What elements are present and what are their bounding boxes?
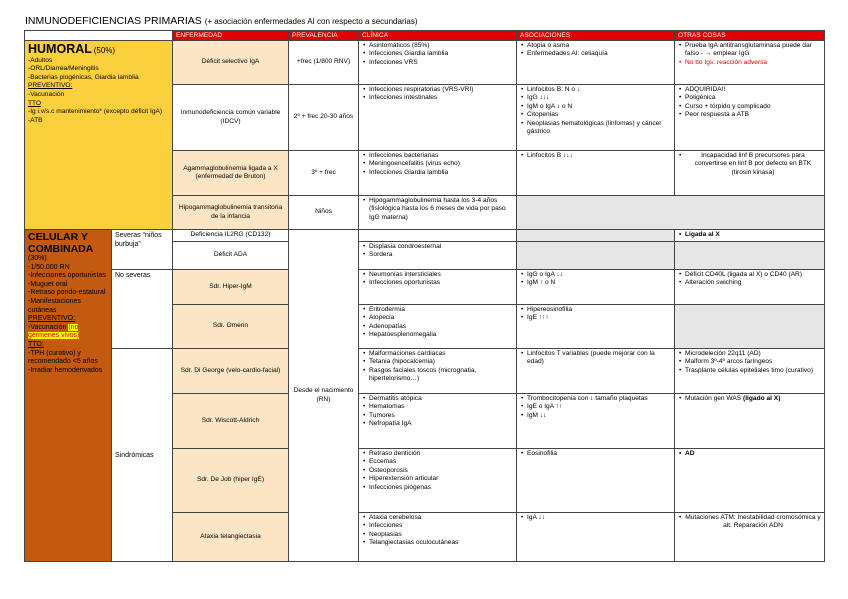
header-prevalencia: PREVALENCIA (289, 31, 359, 41)
list-item: • Linfocitos B ↓↓↓ (527, 152, 671, 160)
list-item: • Infecciones VRS (369, 59, 513, 67)
list-item: • Peor respuesta a ATB (685, 111, 821, 119)
list-item: • Ligada al X (685, 231, 821, 239)
otras-deficit-iga (675, 41, 825, 85)
enf-wiskott: Sdr. Wiscott-Aldrich (173, 394, 289, 449)
list-item: • IgA ↓↓ (527, 514, 671, 522)
list-item: • Eccemas (369, 458, 513, 466)
humoral-tto-line: -Ig i.v/s.c mantenimiento* (excepto déficit IgA) (28, 108, 163, 116)
row-deficit-iga (25, 41, 825, 85)
list-item: • Hiperextensión articular (369, 475, 513, 483)
header-row (25, 31, 825, 41)
list-item: • Alteración swiching (685, 279, 821, 287)
celular-title: CELULAR Y COMBINADA (28, 231, 94, 255)
list-item: • Neoplasias hematológicas (linfomas) y cáncer gástrico (527, 120, 671, 137)
list-item: • Infecciones oportunistas (369, 279, 513, 287)
clin-job (359, 449, 517, 513)
clin-deficit-iga (359, 41, 517, 85)
otras-job (675, 449, 825, 513)
otras-omenn (675, 305, 825, 349)
header-clinica: CLÍNICA (359, 31, 517, 41)
row-il2rg (25, 230, 825, 242)
celular-line: -Muguet oral (28, 280, 68, 288)
celular-line: -1/50.000 RN (28, 263, 70, 271)
list-item: • Asintomáticos (85%) (369, 42, 513, 50)
header-asociaciones: ASOCIACIONES (517, 31, 675, 41)
list-item: • Eosinofilia (527, 450, 671, 458)
list-item: • Infecciones intestinales (369, 94, 513, 102)
enf-ada: Déficit ADA (173, 242, 289, 270)
list-item: • Neumonías intersticiales (369, 271, 513, 279)
list-item: • Infecciones (369, 522, 513, 530)
page-subtitle: (+ asociación enfermedades AI con respecto a secundarias) (204, 17, 418, 26)
prev-celular: Desde el nacimiento (RN) (289, 230, 359, 562)
celular-prev-text: -Vacunación (28, 323, 69, 331)
humoral-summary (25, 41, 173, 230)
clin-il2rg (359, 230, 517, 242)
row-digeorge (25, 349, 825, 394)
asoc-il2rg (517, 230, 675, 242)
list-item: • Eritrodermia (369, 306, 513, 314)
list-item: • Prueba IgA antitransglutaminasa puede dar falso - → emplear IgG (685, 42, 821, 59)
celular-summary (25, 230, 112, 562)
list-item: • Trombocitopenia con ↓ tamaño plaquetas (527, 395, 671, 403)
list-item: • IgG ↓↓↓ (527, 94, 671, 102)
header-enfermedad: ENFERMEDAD (173, 31, 289, 41)
header-blank (25, 31, 173, 41)
list-item: • Infecciones Giardia lamblia (369, 50, 513, 58)
asoc-bruton (517, 151, 675, 196)
list-item: • Curso + tórpido y complicado (685, 103, 821, 111)
celular-tto-line: -Irradiar hemoderivados (28, 366, 103, 374)
asoc-job (517, 449, 675, 513)
cat-no-severas: No severas (112, 270, 173, 349)
prev-hipogamma: Niños (289, 196, 359, 230)
list-item: • Hematomas (369, 403, 513, 411)
list-item: • Atopia o asma (527, 42, 671, 50)
list-item: • Retraso dentición (369, 450, 513, 458)
asoc-wiskott (517, 394, 675, 449)
asoc-digeorge (517, 349, 675, 394)
wiskott-otras-bold: (ligado al X) (743, 395, 781, 402)
list-item: • Alopecia (369, 314, 513, 322)
list-item: • AD (685, 450, 821, 458)
asoc-omenn (517, 305, 675, 349)
clin-bruton (359, 151, 517, 196)
list-item: • Meningoencefalitis (virus echo) (369, 160, 513, 168)
list-item: • Tumores (369, 412, 513, 420)
list-item: • ADQUIRIDA!! (685, 86, 821, 94)
enf-ataxia: Ataxia telangiectasia (173, 513, 289, 562)
asoc-higm (517, 270, 675, 305)
list-item: • Nefropatía IgA (369, 420, 513, 428)
list-item: • IgE o IgA ↑↑ (527, 403, 671, 411)
list-item: • Ataxia cerebelosa (369, 514, 513, 522)
clin-higm (359, 270, 517, 305)
celular-line: -Manifestaciones cutáneas (28, 297, 81, 314)
list-item: • Sordera (369, 251, 513, 259)
cat-sindromicas: Sindrómicas (112, 349, 173, 562)
celular-line: -Retraso pondo-estatural (28, 289, 106, 297)
celular-prev-label: PREVENTIVO: (28, 315, 76, 323)
list-item: • IgM ↑ o N (527, 279, 671, 287)
otras-wiskott (675, 394, 825, 449)
humoral-tto-line: -ATB (28, 116, 43, 124)
otras-ataxia (675, 513, 825, 562)
list-item: • Enfermedades AI: celiaquía (527, 50, 671, 58)
list-item: • Infecciones Giardia lamblia (369, 169, 513, 177)
humoral-tto-label: TTO (28, 99, 42, 107)
list-item: • No tto Igs: reacción adversa (685, 59, 821, 67)
asoc-ada (517, 242, 675, 270)
list-item (685, 395, 821, 403)
list-item: • Trasplante células epiteliales timo (curativo) (685, 367, 821, 375)
celular-tto-label: TTO: (28, 340, 44, 348)
list-item: • Incapacidad linf B precursores para convertirse en linf B por defecto en BTK (tirosin kinasa) (685, 152, 821, 177)
enf-il2rg: Deficiencia IL2RG (CD132) (173, 230, 289, 242)
enf-omenn: Sdr. Omenn (173, 305, 289, 349)
list-item: • Adenopatías (369, 323, 513, 331)
list-item: • Linfocitos T variables (puede mejorar con la edad) (527, 350, 671, 367)
enf-higm: Sdr. Hiper-IgM (173, 270, 289, 305)
list-item: • Déficit CD40L (ligada al X) o CD40 (AR) (685, 271, 821, 279)
list-item: • Infecciones bacterianas (369, 152, 513, 160)
humoral-title: HUMORAL (28, 42, 92, 56)
clin-idcv (359, 85, 517, 151)
enf-bruton: Agammaglobulinemia ligada a X (enfermedad de Bruton) (173, 151, 289, 196)
clin-digeorge (359, 349, 517, 394)
prev-idcv: 2º + frec 20-30 años (289, 85, 359, 151)
hipogamma-empty (517, 196, 825, 230)
celular-prev-line (28, 324, 108, 341)
list-item: • Malformaciones cardiacas (369, 350, 513, 358)
prev-bruton: 3º + frec (289, 151, 359, 196)
list-item: • IgM ↓↓ (527, 412, 671, 420)
clin-omenn (359, 305, 517, 349)
list-item: • IgM o IgA ↓ o N (527, 103, 671, 111)
otras-ada (675, 242, 825, 270)
clin-wiskott (359, 394, 517, 449)
list-item: • Poligénica (685, 94, 821, 102)
list-item: • Microdeleción 22q11 (AD) (685, 350, 821, 358)
clin-ataxia (359, 513, 517, 562)
list-item: • IgG o IgA ↓↓ (527, 271, 671, 279)
page-title: INMUNODEFICIENCIAS PRIMARIAS (+ asociación enfermedades AI con respecto a secundarias) (25, 15, 418, 27)
enf-deficit-iga: Déficit selectivo IgA (173, 41, 289, 85)
list-item: • Hepatoesplenomegalia (369, 331, 513, 339)
list-item: • Infecciones piógenas (369, 484, 513, 492)
celular-tto-line: -TPH (curativo) y recomendado <5 años (28, 349, 98, 366)
celular-prev-highlight: (no gérmenes vivos) (28, 323, 80, 340)
list-item: • IgE ↑↑↑ (527, 314, 671, 322)
header-otras-cosas: OTRAS COSAS (675, 31, 825, 41)
enf-digeorge: Sdr. Di George (velo-cardio-facial) (173, 349, 289, 394)
otras-bruton (675, 151, 825, 196)
humoral-prev-line: -Vacunación (28, 90, 65, 98)
list-item: • Citopenias (527, 111, 671, 119)
list-item: • Linfocitos B: N o ↓ (527, 86, 671, 94)
list-item: • Telangiectasias oculocutáneas (369, 539, 513, 547)
list-item: • Hipereosinofilia (527, 306, 671, 314)
humoral-line: -ORL/Diarrea/Meningitis (28, 65, 99, 73)
otras-idcv (675, 85, 825, 151)
celular-line: -Infecciones oportunistas (28, 272, 106, 280)
humoral-line: -Bacterias piogénicas, Giardia lamblia (28, 73, 139, 81)
list-item: • Malform 3º-4º arcos faríngeos (685, 358, 821, 366)
list-item: • Infecciones respiratorias (VRS-VRI) (369, 86, 513, 94)
list-item: • Displasia condroesternal (369, 243, 513, 251)
list-item: • Mutaciones ATM: Inestabilidad cromosómica y alt. Reparación ADN (685, 514, 821, 531)
asoc-deficit-iga (517, 41, 675, 85)
list-item: • Tetania (hipocalcemia) (369, 358, 513, 366)
row-higm (25, 270, 825, 305)
asoc-ataxia (517, 513, 675, 562)
otras-higm (675, 270, 825, 305)
humoral-pct: (50%) (93, 46, 116, 55)
list-item: • Hipogammaglobulinemia hasta los 3-4 años (fisiológica hasta los 6 meses de vida por paso IgG materna) (369, 197, 513, 222)
prev-deficit-iga: +frec (1/800 RNV) (289, 41, 359, 85)
wiskott-otras-text: Mutación gen WAS (685, 395, 744, 402)
list-item: • Neoplasias (369, 531, 513, 539)
list-item: • Rasgos faciales toscos (micrognatia, hipertelorismo…) (369, 367, 513, 384)
otras-digeorge (675, 349, 825, 394)
list-item: • Osteoporosis (369, 467, 513, 475)
humoral-line: -Adultos (28, 56, 53, 64)
enf-job: Sdr. De Job (hiper IgE) (173, 449, 289, 513)
cat-severas: Severas “niños burbuja” (112, 230, 173, 270)
otras-il2rg (675, 230, 825, 242)
humoral-prev-label: PREVENTIVO: (28, 82, 73, 90)
celular-pct: (30%) (28, 255, 47, 262)
clin-ada (359, 242, 517, 270)
enf-hipogamma: Hipogammaglobulinemia transitoria de la infancia (173, 196, 289, 230)
clin-hipogamma (359, 196, 517, 230)
asoc-idcv (517, 85, 675, 151)
immunodeficiency-table (24, 30, 825, 562)
enf-idcv: Inmunodeficiencia común variable (IDCV) (173, 85, 289, 151)
list-item: • Dermatitis atópica (369, 395, 513, 403)
